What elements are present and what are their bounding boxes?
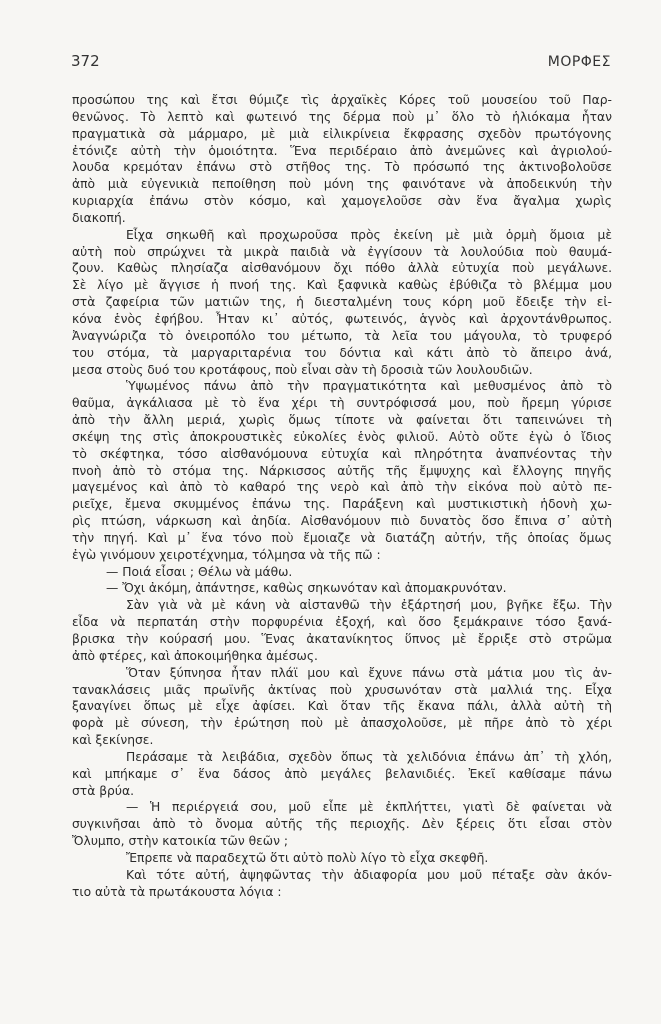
text-line: Ὄλυμπο, στὴν κατοικία τῶν θεῶν ; [72,834,289,849]
text-line: μαγεμένος καὶ ἀπὸ τὸ καθαρό της νερὸ καὶ ἀπὸ τὴν εἰκόνα ποὺ αὐτὸ πε- [72,480,612,495]
text-line: σκέψη της στὶς ἀποκρουστικὲς εὐκολίες ἑνὸς φιλιοῦ. Αὐτὸ οὔτε ἐγὼ ὁ ἴδιος [72,429,612,444]
page-number: 372 [71,52,100,70]
text-line: του στόμα, τὰ μαργαριταρένια του δόντια καὶ κάτι ἀπὸ τὸ ἄπειρο ἀνά, [72,345,612,360]
paragraph [72,850,612,867]
text-line: συγκινῆσαι ἀπὸ τὸ ὄνομα αὐτῆς τῆς περιοχῆς. Δὲν ξέρεις ὅτι εἶσαι στὸν [72,817,612,832]
text-line: πραγματικὰ σὰ μάρμαρο, μὲ μιὰ εἰλικρίνεια ἔκφρασης σχεδὸν πρωτόγονης [72,126,612,141]
text-line: Ὑψωμένος πάνω ἀπὸ τὴν πραγματικότητα καὶ μεθυσμένος ἀπὸ τὸ [126,379,612,394]
text-line: ἐτόνιζε αὐτὴ τὴν ὁμοιότητα. Ἕνα περιδέραιο ἀπὸ ἀνεμῶνες καὶ ἀγριολού- [72,143,612,158]
text-line: στὰ ζαφείρια τῶν ματιῶν της, ἡ διεσταλμένη τους κόρη μοῦ ἔδειξε τὴν εἰ- [72,295,612,310]
text-line: φορὰ μὲ σύνεση, τὴν ἐρώτηση ποὺ μὲ ἀπασχολοῦσε, μὲ πῆρε ἀπὸ τὸ χέρι [72,716,612,731]
text-line: ἀπὸ τὴν ἄλλη μεριά, χωρὶς ὅμως τίποτε νὰ φαίνεται ὅτι ταπεινώνει τὴ [72,413,612,428]
text-line: τανακλάσεις μιᾶς πρωϊνῆς ἀκτίνας ποὺ χρυσωνόταν στὰ μαλλιά της. Εἶχα [72,682,612,697]
text-line: θαῦμα, ἀγκάλιασα μὲ τὸ ἕνα χέρι τὴ συντρόφισσά μου, ποὺ ἤρεμη γύρισε [72,396,612,411]
text-line: στὰ βρύα. [72,783,134,798]
text-line: ἐγὼ γινόμουν χειροτέχνημα, τόλμησα νὰ τῆς πῶ : [72,547,381,562]
text-line: αὐτὴ ποὺ σπρώχνει τὰ μικρὰ παιδιὰ νὰ ἐγγίσουν τὰ λουλούδια ποὺ θαυμά- [72,244,612,259]
text-line: Ὅταν ξύπνησα ἦταν πλάϊ μου καὶ ἔχυνε πάνω στὰ μάτια μου τὶς ἀν- [126,665,612,680]
paragraph [72,749,612,800]
text-line: ἀπὸ μιὰ εὐγενικιὰ πεποίθηση ποὺ μόνη της φαινότανε νὰ ἀποδεικνύη τὴν [72,177,612,192]
text-line: τιο αὐτὰ τὰ πρωτάκουστα λόγια : [72,884,282,899]
text-line: Ἀναγνώριζα τὸ ὀνειροπόλο του μέτωπο, τὰ λεῖα του μάγουλα, τὸ τρυφερό [72,328,612,343]
text-line: Σὰν γιὰ νὰ μὲ κάνη νὰ αἰστανθῶ τὴν ἐξάρτησή μου, βγῆκε ἔξω. Τὴν [126,598,612,613]
text-line: θενῶνος. Τὸ λεπτὸ καὶ φωτεινό της δέρμα ποὺ μ᾽ ὅλο τὸ ἡλιόκαμα ἦταν [72,109,612,124]
text-line: κόνα ἑνὸς ἐφήβου. Ἦταν κι᾽ αὐτός, φωτεινός, ἁγνὸς καὶ ἀρχοντάνθρωπος. [72,311,612,326]
text-line: — Ποιά εἶσαι ; Θέλω νὰ μάθω. [106,564,293,579]
text-line: καὶ μπήκαμε σ᾽ ἕνα δάσος ἀπὸ μεγάλες βελανιδιές. Ἐκεῖ καθίσαμε πάνω [72,766,612,781]
paragraph [72,92,612,227]
text-line: εἶδα νὰ περπατάη στὴν πορφυρένια ἐξοχή, καὶ ὅσο ξεμάκραινε τόσο ξανά- [72,615,612,630]
text-line: Εἶχα σηκωθῆ καὶ προχωροῦσα πρὸς ἐκείνη μὲ μιὰ ὁρμὴ ὅμοια μὲ [126,227,612,242]
text-line: διακοπή. [72,210,126,225]
text-line: προσώπου της καὶ ἔτσι θύμιζε τὶς ἀρχαϊκὲς Κόρες τοῦ μουσείου τοῦ Παρ- [72,93,612,107]
text-line: καὶ ξεκίνησε. [72,733,154,748]
text-line: τὸ σκέφτηκα, τόσο αἰσθανόμουνα εὐτυχία καὶ πληρότητα ἀναπνέοντας τὴν [72,446,612,461]
text-line: πνοὴ ἀπὸ τὸ στόμα της. Νάρκισσος αὐτῆς τῆς ἔμψυχης καὶ ἔλλογης πηγῆς [72,463,612,478]
paragraph [72,799,612,850]
text-line: Περάσαμε τὰ λειβάδια, σχεδὸν ὅπως τὰ χελιδόνια ἐπάνω ἀπ᾽ τὴ χλόη, [126,749,612,764]
text-line: ριεῖχε, ἔμενα σκυμμένος ἐπάνω της. Παράξενη καὶ μυστικιστικὴ ἡδονὴ χω- [72,497,612,512]
text-line: κυριαρχία ἐπάνω στὸν κόσμο, καὶ χαμογελοῦσε σὰν ἕνα ἄγαλμα χωρὶς [72,194,612,209]
text-line: — Ἡ περιέργειά σου, μοῦ εἶπε μὲ ἐκπλήττει, γιατὶ δὲ φαίνεται νὰ [126,800,612,815]
text-line: Καὶ τότε αὐτή, ἀψηφῶντας τὴν ἀδιαφορία μου μοῦ πέταξε σὰν ἀκόν- [126,867,612,882]
text-line: βρισκα τὴν κούρασή μου. Ἕνας ἀκατανίκητος ὕπνος μὲ ἔρριξε στὸ στρῶμα [72,632,612,646]
paragraph [72,665,612,749]
running-title: ΜΟΡΦΕΣ [547,54,611,70]
paragraph [72,580,612,597]
paragraph [72,378,612,563]
text-line: — Ὄχι ἀκόμη, ἀπάντησε, καθὼς σηκωνόταν καὶ ἀπομακρυνόταν. [106,581,507,596]
text-line: Σὲ λίγο μὲ ἄγγισε ἡ πνοή της. Καὶ ξαφνικὰ καθὼς ἐβύθιζα τὸ βλέμμα μου [72,278,612,293]
text-line: Ἔπρεπε νὰ παραδεχτῶ ὅτι αὐτὸ πολὺ λίγο τὸ εἶχα σκεφθῆ. [126,850,489,865]
text-line: τὴν πηγή. Καὶ μ᾽ ἕνα τόνο ποὺ ἔμοιαζε νὰ διατάζη αὐτήν, τῆς ὁποίας ὅμως [72,530,612,545]
text-line: μεσα στοὺς δυό του κροτάφους, ποὺ εἶναι σὰν τὴ δροσιὰ τῶν λουλουδιῶν. [72,362,533,377]
paragraph [72,227,612,379]
text-line: ζουν. Καθὼς πλησίαζα αἰσθανόμουν ὄχι πόθο ἀλλὰ εὐτυχία ποὺ μεγάλωνε. [72,261,612,276]
text-line: ξαναγίνει ὅπως μὲ εἶχε ἀφίσει. Καὶ ὅταν τῆς ἔκανα πάλι, ἀλλὰ αὐτὴ τὴ [72,699,612,714]
paragraph [72,867,612,901]
paragraph [72,597,612,664]
text-line: λουδα κρεμόταν ἐπάνω στὸ στῆθος της. Τὸ πρόσωπό της ἀκτινοβολοῦσε [72,160,612,175]
text-line: ἀπὸ φτέρες, καὶ ἀποκοιμήθηκα ἀμέσως. [72,648,318,663]
paragraph [72,564,612,581]
text-line: ρὶς πτώση, νάρκωση καὶ ἀηδία. Αἰσθανόμουν πιὸ δυνατὸς ὅσο ἔπινα σ᾽ αὐτὴ [72,514,612,529]
body-text [72,92,612,901]
